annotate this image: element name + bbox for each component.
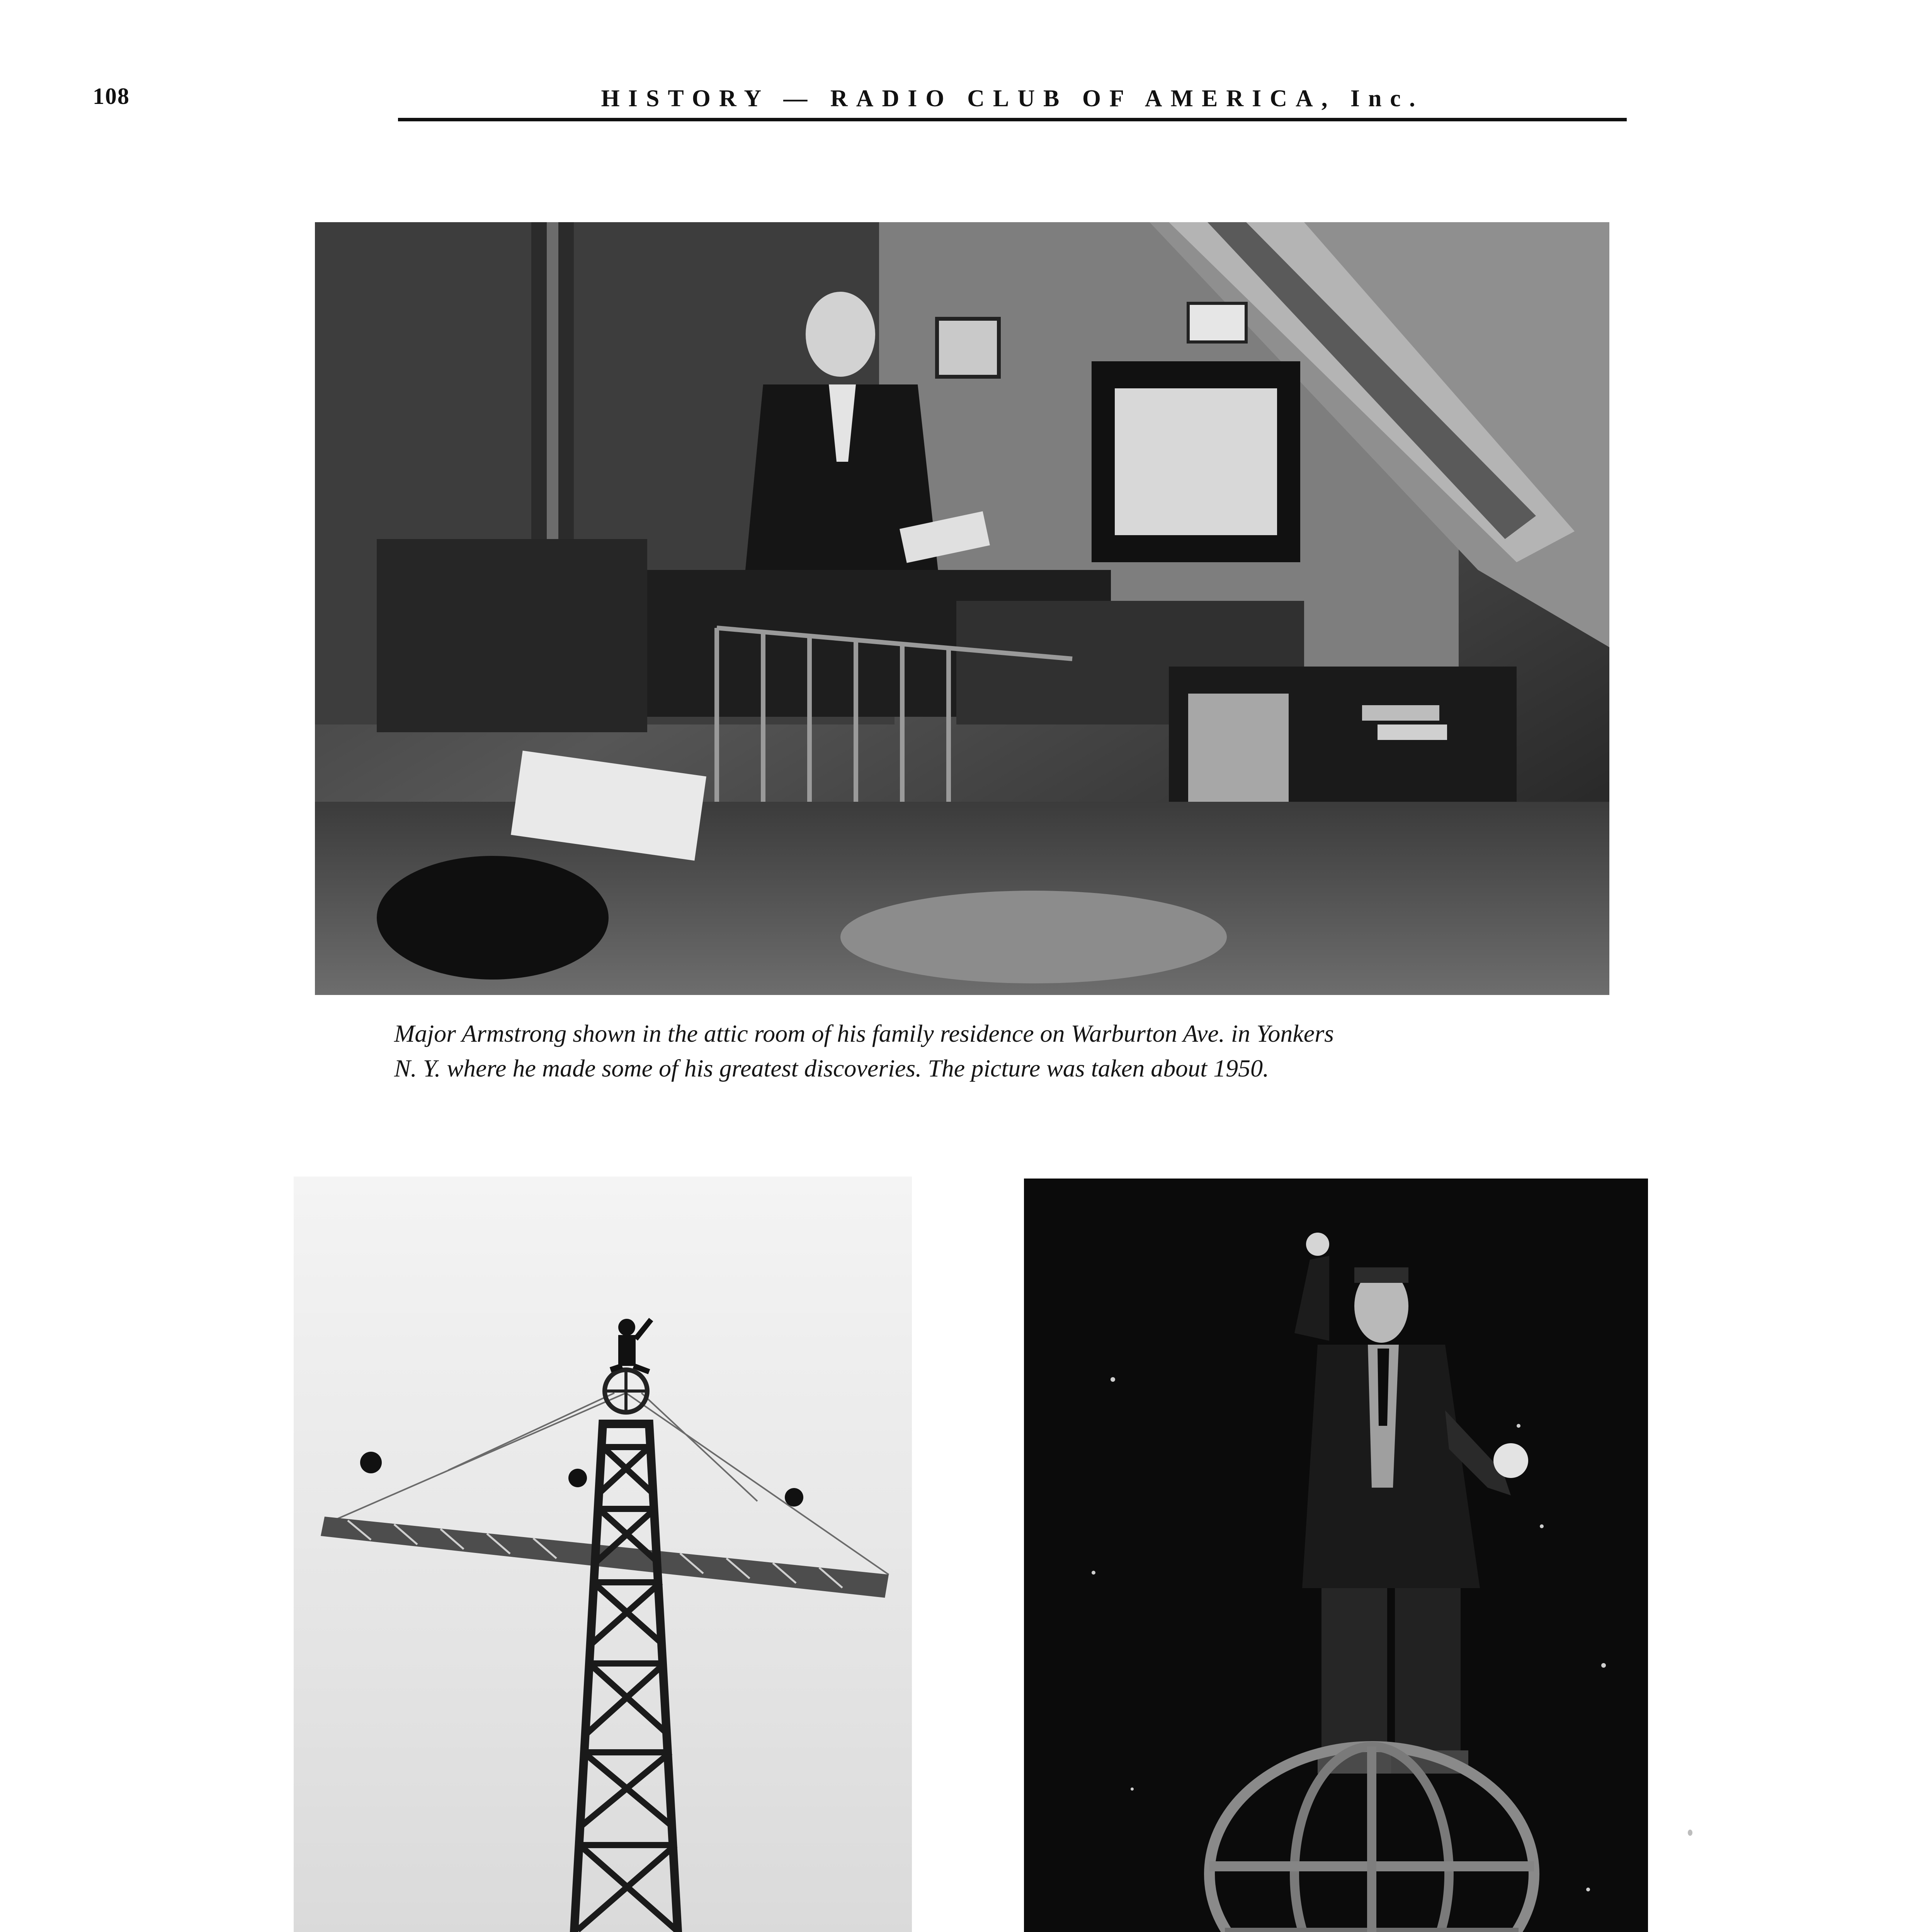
antenna-tower-photo <box>294 1177 912 1932</box>
page-number: 108 <box>93 83 130 109</box>
caption-line: N. Y. where he made some of his greatest discoveries. The picture was taken about 1950. <box>394 1054 1269 1082</box>
caption-line: Major Armstrong shown in the attic room of his family residence on Warburton Ave. in Yonkers <box>394 1020 1334 1047</box>
armstrong-on-ball-image <box>1024 1179 1648 1932</box>
attic-photo-caption <box>394 1016 1538 1086</box>
header-rule <box>398 118 1627 121</box>
armstrong-on-ball-photo <box>1024 1179 1648 1932</box>
attic-room-image <box>299 222 1609 995</box>
antenna-tower-image <box>294 1177 912 1932</box>
margin-speck <box>1688 1830 1692 1836</box>
attic-room-photo <box>299 222 1609 995</box>
running-head: HISTORY — RADIO CLUB OF AMERICA, Inc. <box>601 85 1424 112</box>
